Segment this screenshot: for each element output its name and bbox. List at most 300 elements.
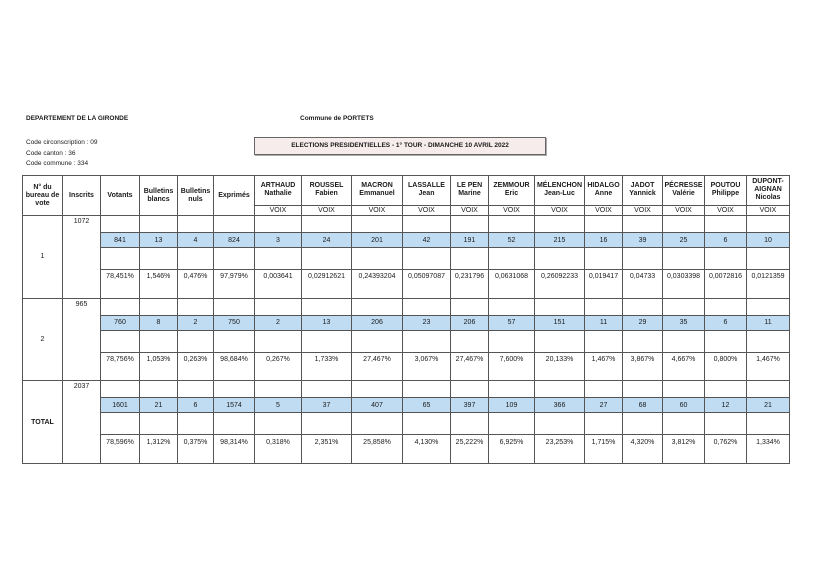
gap-cell (403, 381, 451, 398)
bureau-cell: 1 (23, 216, 63, 299)
header-candidate: ARTHAUD Nathalie (255, 176, 302, 206)
gap-cell (489, 381, 535, 398)
pct-cell: 4,667% (663, 352, 705, 366)
rate-cell: 1,546% (140, 270, 178, 284)
gap-cell (585, 330, 623, 352)
department-label: DEPARTEMENT DE LA GIRONDE (26, 115, 129, 122)
gap-cell (178, 413, 214, 435)
header-candidate: ZEMMOUR Eric (489, 176, 535, 206)
voix-label: VOIX (623, 205, 663, 215)
header-candidate: JADOT Yannick (623, 176, 663, 206)
header-candidate: LE PEN Marine (451, 176, 489, 206)
gap-cell (535, 284, 585, 298)
gap-cell (352, 284, 403, 298)
gap-cell (663, 381, 705, 398)
rate-cell: 78,756% (101, 352, 140, 366)
rate-cell: 98,684% (214, 352, 255, 366)
gap-cell (101, 413, 140, 435)
gap-cell (663, 216, 705, 233)
gap-cell (178, 449, 214, 464)
election-title: ELECTIONS PRESIDENTIELLES - 1° TOUR - DIMANCHE 10 AVRIL 2022 (254, 137, 546, 155)
voix-cell: 21 (747, 398, 790, 413)
gap-cell (585, 413, 623, 435)
gap-cell (255, 413, 302, 435)
gap-cell (140, 366, 178, 380)
voix-cell: 25 (663, 233, 705, 248)
gap-cell (302, 413, 352, 435)
row-gap (23, 449, 790, 464)
count-cell: 1601 (101, 398, 140, 413)
gap-cell (705, 413, 747, 435)
pct-cell: 0,800% (705, 352, 747, 366)
gap-cell (705, 248, 747, 270)
pct-row (23, 435, 790, 449)
pct-cell: 1,733% (302, 352, 352, 366)
pct-cell: 0,02912621 (302, 270, 352, 284)
voix-label: VOIX (705, 205, 747, 215)
gap-cell (403, 298, 451, 315)
header-bureau: N° du bureau de vote (23, 176, 63, 216)
pct-cell: 0,019417 (585, 270, 623, 284)
gap-cell (747, 449, 790, 464)
header-candidate: LASSALLE Jean (403, 176, 451, 206)
results-table (22, 175, 790, 464)
voix-cell: 29 (623, 315, 663, 330)
rate-cell: 0,263% (178, 352, 214, 366)
count-cell: 1574 (214, 398, 255, 413)
gap-cell (451, 298, 489, 315)
gap-cell (214, 248, 255, 270)
pct-cell: 1,467% (747, 352, 790, 366)
gap-cell (403, 284, 451, 298)
voix-label: VOIX (747, 205, 790, 215)
pct-cell: 23,253% (535, 435, 585, 449)
gap-cell (585, 284, 623, 298)
rate-cell: 78,451% (101, 270, 140, 284)
row-gap (23, 381, 790, 398)
gap-cell (214, 216, 255, 233)
voix-cell: 6 (705, 315, 747, 330)
gap-cell (623, 284, 663, 298)
gap-cell (747, 413, 790, 435)
gap-cell (705, 449, 747, 464)
gap-cell (352, 216, 403, 233)
gap-cell (178, 248, 214, 270)
gap-cell (663, 248, 705, 270)
gap-cell (535, 330, 585, 352)
gap-cell (101, 449, 140, 464)
gap-cell (451, 284, 489, 298)
gap-cell (403, 366, 451, 380)
rate-cell: 1,053% (140, 352, 178, 366)
pct-cell: 0,318% (255, 435, 302, 449)
pct-cell: 25,858% (352, 435, 403, 449)
gap-cell (623, 330, 663, 352)
pct-cell: 0,267% (255, 352, 302, 366)
gap-cell (255, 298, 302, 315)
gap-cell (451, 449, 489, 464)
gap-cell (535, 381, 585, 398)
voix-cell: 2 (255, 315, 302, 330)
gap-cell (403, 330, 451, 352)
row-gap (23, 413, 790, 435)
gap-cell (705, 298, 747, 315)
header-inscrits: Inscrits (63, 176, 101, 216)
pct-cell: 3,867% (623, 352, 663, 366)
header-candidate: MACRON Emmanuel (352, 176, 403, 206)
gap-cell (352, 449, 403, 464)
pct-cell: 0,05097087 (403, 270, 451, 284)
voix-cell: 215 (535, 233, 585, 248)
gap-cell (623, 366, 663, 380)
gap-cell (747, 248, 790, 270)
gap-cell (535, 298, 585, 315)
gap-cell (585, 381, 623, 398)
voix-label: VOIX (535, 205, 585, 215)
gap-cell (302, 216, 352, 233)
voix-label: VOIX (403, 205, 451, 215)
voix-cell: 366 (535, 398, 585, 413)
gap-cell (101, 366, 140, 380)
row-gap (23, 298, 790, 315)
gap-cell (585, 298, 623, 315)
gap-cell (140, 216, 178, 233)
voix-cell: 407 (352, 398, 403, 413)
gap-cell (302, 449, 352, 464)
pct-cell: 7,600% (489, 352, 535, 366)
voix-cell: 42 (403, 233, 451, 248)
gap-cell (302, 330, 352, 352)
pct-cell: 0,26092233 (535, 270, 585, 284)
gap-cell (489, 248, 535, 270)
gap-cell (255, 330, 302, 352)
gap-cell (140, 449, 178, 464)
gap-cell (140, 284, 178, 298)
gap-cell (535, 216, 585, 233)
gap-cell (178, 330, 214, 352)
gap-cell (451, 330, 489, 352)
gap-cell (451, 248, 489, 270)
gap-cell (747, 284, 790, 298)
bureau-cell: 2 (23, 298, 63, 381)
voix-cell: 27 (585, 398, 623, 413)
pct-cell: 3,067% (403, 352, 451, 366)
gap-cell (403, 449, 451, 464)
gap-cell (663, 366, 705, 380)
gap-cell (352, 248, 403, 270)
voix-label: VOIX (451, 205, 489, 215)
count-cell: 8 (140, 315, 178, 330)
results-body (23, 176, 790, 464)
gap-cell (352, 413, 403, 435)
voix-cell: 16 (585, 233, 623, 248)
gap-cell (101, 298, 140, 315)
gap-cell (663, 449, 705, 464)
gap-cell (585, 366, 623, 380)
gap-cell (747, 298, 790, 315)
gap-cell (623, 216, 663, 233)
count-cell: 2 (178, 315, 214, 330)
gap-cell (302, 381, 352, 398)
pct-cell: 4,320% (623, 435, 663, 449)
count-cell: 21 (140, 398, 178, 413)
gap-cell (178, 216, 214, 233)
gap-cell (489, 449, 535, 464)
voix-cell: 24 (302, 233, 352, 248)
voix-label: VOIX (585, 205, 623, 215)
bureau-cell: TOTAL (23, 381, 63, 464)
pct-cell: 20,133% (535, 352, 585, 366)
rate-cell: 98,314% (214, 435, 255, 449)
gap-cell (302, 284, 352, 298)
gap-cell (663, 413, 705, 435)
gap-cell (585, 216, 623, 233)
pct-cell: 1,715% (585, 435, 623, 449)
count-row (23, 315, 790, 330)
header-candidate: PÉCRESSE Valérie (663, 176, 705, 206)
gap-cell (214, 413, 255, 435)
gap-cell (489, 284, 535, 298)
voix-cell: 201 (352, 233, 403, 248)
voix-cell: 206 (451, 315, 489, 330)
gap-cell (403, 216, 451, 233)
pct-cell: 2,351% (302, 435, 352, 449)
pct-cell: 0,231796 (451, 270, 489, 284)
rate-cell: 97,979% (214, 270, 255, 284)
gap-cell (663, 284, 705, 298)
voix-cell: 3 (255, 233, 302, 248)
gap-cell (623, 449, 663, 464)
voix-cell: 68 (623, 398, 663, 413)
gap-cell (489, 413, 535, 435)
gap-cell (101, 330, 140, 352)
pct-row (23, 352, 790, 366)
pct-cell: 0,0631068 (489, 270, 535, 284)
gap-cell (302, 366, 352, 380)
count-cell: 760 (101, 315, 140, 330)
gap-cell (623, 381, 663, 398)
header-blancs: Bulletins blancs (140, 176, 178, 216)
voix-cell: 37 (302, 398, 352, 413)
gap-cell (302, 298, 352, 315)
count-cell: 841 (101, 233, 140, 248)
gap-cell (489, 216, 535, 233)
voix-cell: 13 (302, 315, 352, 330)
voix-cell: 109 (489, 398, 535, 413)
pct-cell: 25,222% (451, 435, 489, 449)
inscrits-cell: 2037 (63, 381, 101, 464)
gap-cell (747, 330, 790, 352)
gap-cell (705, 284, 747, 298)
header-row (23, 176, 790, 206)
gap-cell (705, 216, 747, 233)
gap-cell (747, 381, 790, 398)
pct-cell: 27,467% (451, 352, 489, 366)
gap-cell (352, 381, 403, 398)
gap-cell (663, 330, 705, 352)
count-cell: 4 (178, 233, 214, 248)
voix-cell: 11 (585, 315, 623, 330)
voix-label: VOIX (663, 205, 705, 215)
pct-cell: 0,762% (705, 435, 747, 449)
header-candidate: DUPONT-AIGNAN Nicolas (747, 176, 790, 206)
voix-label: VOIX (255, 205, 302, 215)
gap-cell (255, 284, 302, 298)
gap-cell (489, 298, 535, 315)
pct-cell: 0,003641 (255, 270, 302, 284)
gap-cell (535, 413, 585, 435)
voix-cell: 5 (255, 398, 302, 413)
gap-cell (451, 381, 489, 398)
gap-cell (140, 381, 178, 398)
code-circonscription: Code circonscription : 09 (26, 139, 98, 146)
gap-cell (214, 284, 255, 298)
gap-cell (352, 366, 403, 380)
gap-cell (178, 366, 214, 380)
gap-cell (255, 381, 302, 398)
gap-cell (178, 284, 214, 298)
voix-label: VOIX (352, 205, 403, 215)
header-nuls: Bulletins nuls (178, 176, 214, 216)
gap-cell (747, 216, 790, 233)
gap-cell (140, 298, 178, 315)
gap-cell (101, 248, 140, 270)
voix-cell: 60 (663, 398, 705, 413)
rate-cell: 1,312% (140, 435, 178, 449)
gap-cell (705, 330, 747, 352)
gap-cell (140, 330, 178, 352)
gap-cell (214, 366, 255, 380)
gap-cell (585, 248, 623, 270)
gap-cell (403, 413, 451, 435)
gap-cell (178, 298, 214, 315)
code-canton: Code canton : 36 (26, 149, 76, 157)
gap-cell (535, 366, 585, 380)
pct-cell: 1,467% (585, 352, 623, 366)
voix-cell: 65 (403, 398, 451, 413)
voix-cell: 12 (705, 398, 747, 413)
gap-cell (451, 413, 489, 435)
count-row (23, 233, 790, 248)
gap-cell (747, 366, 790, 380)
gap-cell (255, 366, 302, 380)
row-gap (23, 248, 790, 270)
voix-cell: 151 (535, 315, 585, 330)
voix-cell: 39 (623, 233, 663, 248)
pct-cell: 3,812% (663, 435, 705, 449)
pct-cell: 6,925% (489, 435, 535, 449)
count-row (23, 398, 790, 413)
gap-cell (623, 413, 663, 435)
gap-cell (140, 413, 178, 435)
count-cell: 824 (214, 233, 255, 248)
rate-cell: 0,375% (178, 435, 214, 449)
inscrits-cell: 965 (63, 298, 101, 381)
gap-cell (255, 449, 302, 464)
gap-cell (489, 330, 535, 352)
voix-cell: 11 (747, 315, 790, 330)
gap-cell (585, 449, 623, 464)
voix-cell: 206 (352, 315, 403, 330)
voix-cell: 52 (489, 233, 535, 248)
pct-cell: 0,04733 (623, 270, 663, 284)
header-candidate: MÉLENCHON Jean-Luc (535, 176, 585, 206)
gap-cell (101, 216, 140, 233)
pct-cell: 0,0072816 (705, 270, 747, 284)
pct-cell: 27,467% (352, 352, 403, 366)
gap-cell (451, 216, 489, 233)
voix-label: VOIX (489, 205, 535, 215)
gap-cell (140, 248, 178, 270)
voix-cell: 35 (663, 315, 705, 330)
gap-cell (255, 216, 302, 233)
voix-label: VOIX (302, 205, 352, 215)
gap-cell (352, 298, 403, 315)
row-gap (23, 330, 790, 352)
rate-cell: 78,596% (101, 435, 140, 449)
header-exprimes: Exprimés (214, 176, 255, 216)
header-votants: Votants (101, 176, 140, 216)
gap-cell (403, 248, 451, 270)
voix-cell: 6 (705, 233, 747, 248)
voix-cell: 191 (451, 233, 489, 248)
voix-cell: 10 (747, 233, 790, 248)
gap-cell (255, 248, 302, 270)
gap-cell (214, 298, 255, 315)
gap-cell (623, 298, 663, 315)
gap-cell (535, 248, 585, 270)
gap-cell (214, 449, 255, 464)
gap-cell (663, 298, 705, 315)
row-gap (23, 284, 790, 298)
rate-cell: 0,476% (178, 270, 214, 284)
pct-cell: 1,334% (747, 435, 790, 449)
gap-cell (535, 449, 585, 464)
row-gap (23, 366, 790, 380)
gap-cell (302, 248, 352, 270)
header-candidate: POUTOU Philippe (705, 176, 747, 206)
voix-cell: 23 (403, 315, 451, 330)
header-candidate: ROUSSEL Fabien (302, 176, 352, 206)
count-cell: 13 (140, 233, 178, 248)
gap-cell (178, 381, 214, 398)
gap-cell (214, 381, 255, 398)
pct-cell: 0,24393204 (352, 270, 403, 284)
pct-cell: 0,0303398 (663, 270, 705, 284)
pct-cell: 0,0121359 (747, 270, 790, 284)
voix-cell: 57 (489, 315, 535, 330)
code-commune: Code commune : 334 (26, 160, 89, 167)
count-cell: 6 (178, 398, 214, 413)
gap-cell (214, 330, 255, 352)
commune-label: Commune de PORTETS (300, 115, 374, 122)
gap-cell (101, 381, 140, 398)
gap-cell (705, 366, 747, 380)
row-gap (23, 216, 790, 233)
gap-cell (623, 248, 663, 270)
inscrits-cell: 1072 (63, 216, 101, 299)
pct-cell: 4,130% (403, 435, 451, 449)
gap-cell (352, 330, 403, 352)
count-cell: 750 (214, 315, 255, 330)
gap-cell (489, 366, 535, 380)
codes-block (26, 138, 98, 170)
gap-cell (451, 366, 489, 380)
pct-row (23, 270, 790, 284)
gap-cell (101, 284, 140, 298)
gap-cell (705, 381, 747, 398)
header-candidate: HIDALGO Anne (585, 176, 623, 206)
